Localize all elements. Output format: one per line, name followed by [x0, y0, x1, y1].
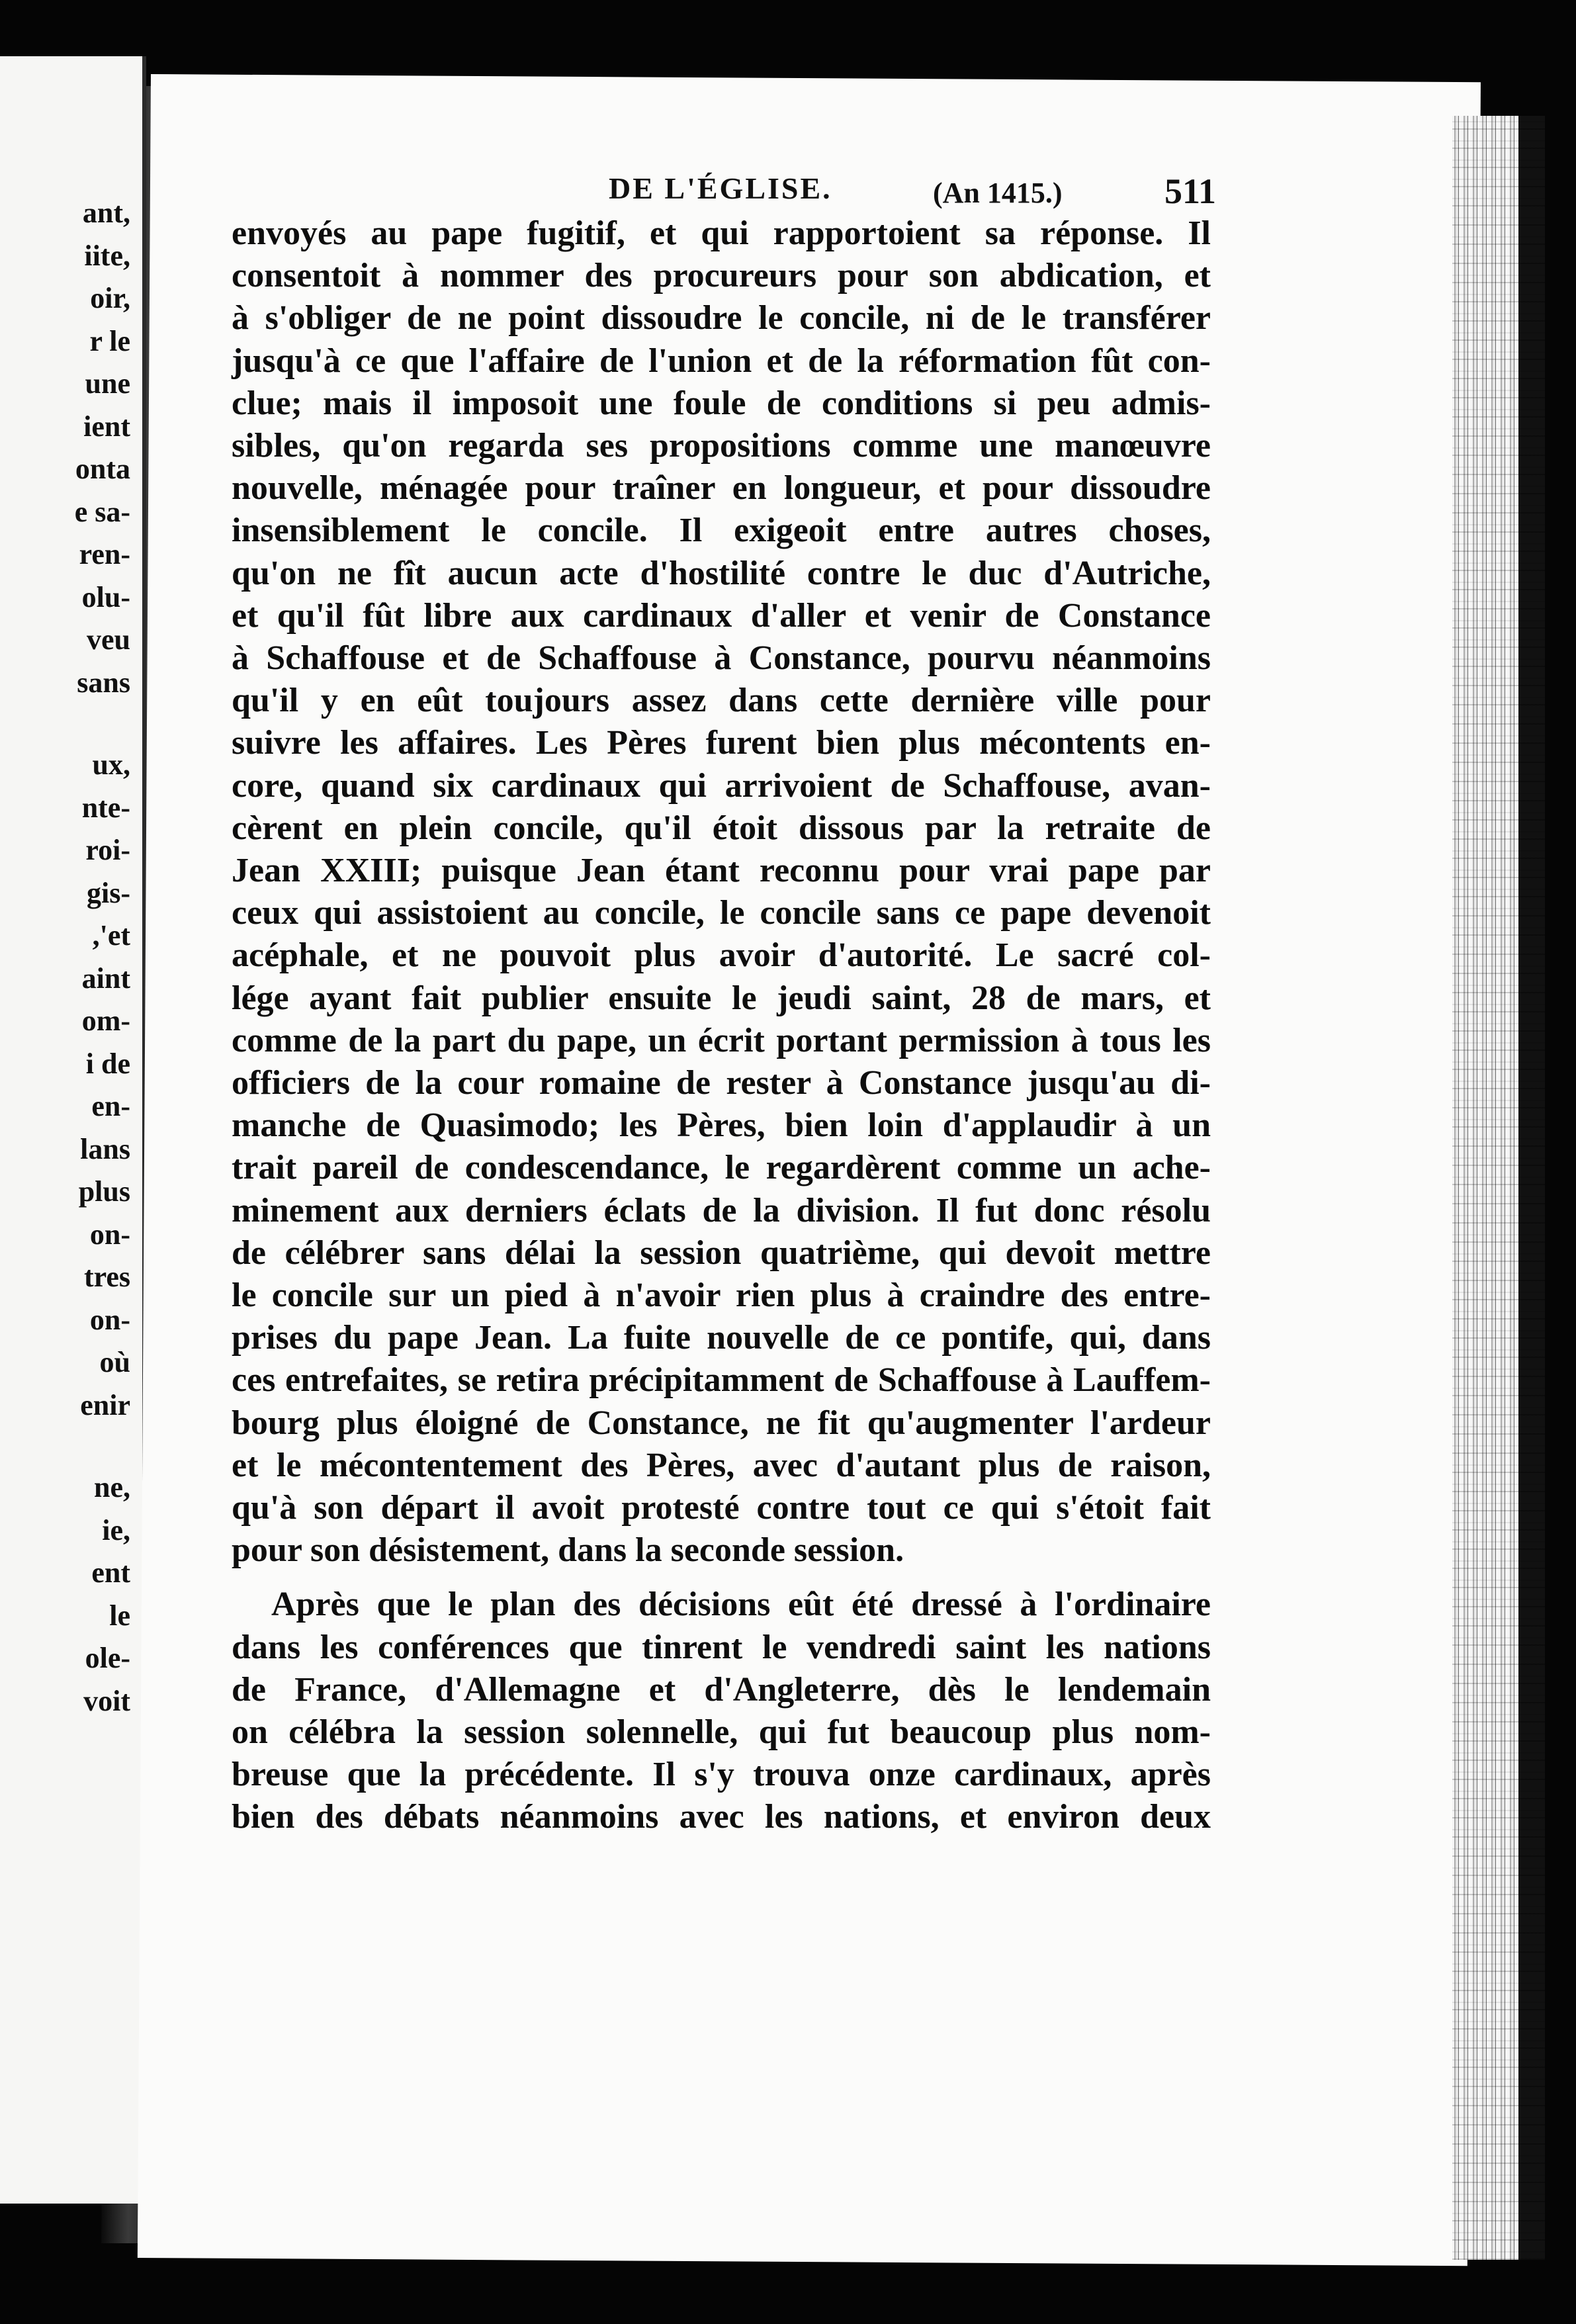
running-head-year: (An 1415.): [933, 177, 1063, 209]
left-page-fragment: ant,: [82, 197, 130, 229]
text-line: prises du pape Jean. La fuite nouvelle de ce pontife, qui, dans: [232, 1319, 1211, 1357]
text-line: de célébrer sans délai la session quatrième, qui devoit mettre: [232, 1233, 1211, 1272]
text-line: nouvelle, ménagée pour traîner en longueur, et pour dissoudre: [232, 469, 1211, 508]
text-line: manche de Quasimodo; les Pères, bien loin d'applaudir à un: [232, 1106, 1211, 1145]
left-page-fragment: enir: [80, 1388, 130, 1421]
left-page-fragment: sans: [77, 666, 130, 699]
text-line: cèrent en plein concile, qu'il étoit dissous par la retraite de: [232, 809, 1211, 847]
text-line: envoyés au pape fugitif, et qui rapportoient sa réponse. Il: [232, 214, 1211, 252]
text-line: ceux qui assistoient au concile, le concile sans ce pape devenoit: [232, 894, 1211, 932]
left-page-fragment: gis-: [87, 876, 130, 909]
left-page-fragment: lans: [80, 1132, 130, 1165]
left-page-fragment: onta: [75, 453, 130, 485]
text-line: à s'obliger de ne point dissoudre le concile, ni de le transférer: [232, 299, 1211, 337]
text-line: dans les conférences que tinrent le vendredi saint les nations: [232, 1628, 1211, 1666]
text-line: trait pareil de condescendance, le regardèrent comme un ache-: [232, 1149, 1211, 1187]
left-page-fragment: r le: [89, 324, 130, 357]
left-page-fragment: on-: [89, 1218, 130, 1251]
page-number: 511: [1164, 171, 1217, 211]
text-line: qu'il y en eût toujours assez dans cette dernière ville pour: [232, 682, 1211, 720]
text-line: core, quand six cardinaux qui arrivoient de Schaffouse, avan-: [232, 766, 1211, 805]
text-line: à Schaffouse et de Schaffouse à Constance, pourvu néanmoins: [232, 639, 1211, 677]
left-page-fragment: tres: [83, 1261, 130, 1293]
left-page-fragment: ren-: [79, 538, 130, 570]
text-line: comme de la part du pape, un écrit portant permission à tous les: [232, 1021, 1211, 1059]
left-page-fragment: olu-: [81, 580, 130, 613]
text-line: jusqu'à ce que l'affaire de l'union et de la réformation fût con-: [232, 341, 1211, 380]
page-edge-shadow: [1518, 116, 1545, 2260]
text-line: insensiblement le concile. Il exigeoit entre autres choses,: [232, 512, 1211, 550]
left-page-fragment: une: [85, 367, 130, 400]
left-page-fragment: ux,: [92, 748, 130, 781]
left-page-fragment: ole-: [85, 1642, 130, 1674]
left-page-fragment: ,'et: [92, 919, 130, 952]
left-page-fragment: ient: [83, 410, 130, 443]
text-line: officiers de la cour romaine de rester à Constance jusqu'au di-: [232, 1064, 1211, 1102]
left-page-fragment: ne,: [94, 1471, 130, 1503]
text-line: qu'à son départ il avoit protesté contre tout ce qui s'étoit fait: [232, 1489, 1211, 1527]
text-line: suivre les affaires. Les Pères furent bien plus mécontents en-: [232, 724, 1211, 762]
text-line: de France, d'Allemagne et d'Angleterre, dès le lendemain: [232, 1670, 1211, 1709]
left-page-fragment: roi-: [85, 834, 130, 866]
text-line: et le mécontentement des Pères, avec d'autant plus de raison,: [232, 1446, 1211, 1484]
text-line: clue; mais il imposoit une foule de conditions si peu admis-: [232, 384, 1211, 422]
left-page-fragment: ie,: [102, 1513, 130, 1546]
page-block-edge: [1452, 116, 1545, 2260]
text-line: bien des débats néanmoins avec les nations, et environ deux: [232, 1798, 1211, 1836]
left-page-fragment: e sa-: [74, 495, 130, 528]
text-line: le concile sur un pied à n'avoir rien plus à craindre des entre-: [232, 1276, 1211, 1314]
left-page-fragment: aint: [81, 961, 130, 995]
left-page-fragment: om-: [81, 1005, 130, 1037]
left-facing-page: [0, 56, 146, 2204]
text-line: on célébra la session solennelle, qui fut beaucoup plus nom-: [232, 1713, 1211, 1751]
left-page-fragment: veu: [87, 623, 130, 656]
text-line: lége ayant fait publier ensuite le jeudi saint, 28 de mars, et: [232, 979, 1211, 1017]
text-line: et qu'il fût libre aux cardinaux d'aller et venir de Constance: [232, 596, 1211, 635]
running-head: [609, 171, 1270, 217]
text-line: sibles, qu'on regarda ses propositions comme une manœuvre: [232, 427, 1211, 465]
text-line: acéphale, et ne pouvoit plus avoir d'autorité. Le sacré col-: [232, 936, 1211, 975]
text-line: qu'on ne fît aucun acte d'hostilité contre le duc d'Autriche,: [232, 554, 1211, 592]
text-line: minement aux derniers éclats de la division. Il fut donc résolu: [232, 1191, 1211, 1229]
left-page-fragment: où: [99, 1346, 130, 1378]
left-page-fragment: i de: [85, 1047, 130, 1080]
text-line: ces entrefaites, se retira précipitamment de Schaffouse à Lauffem-: [232, 1361, 1211, 1400]
left-page-fragment: le: [109, 1599, 130, 1632]
left-page-fragment: plus: [78, 1175, 130, 1208]
text-line: Après que le plan des décisions eût été dressé à l'ordinaire: [271, 1586, 1211, 1624]
text-line: bourg plus éloigné de Constance, ne fit qu'augmenter l'ardeur: [232, 1404, 1211, 1442]
running-head-title: DE L'ÉGLISE.: [609, 171, 832, 205]
left-page-fragment: iite,: [84, 239, 130, 272]
left-page-fragment: en-: [91, 1090, 130, 1122]
text-line: breuse que la précédente. Il s'y trouva onze cardinaux, après: [232, 1756, 1211, 1794]
left-page-fragment: voit: [83, 1684, 130, 1717]
left-page-fragment: oir,: [90, 282, 130, 314]
text-line: pour son désistement, dans la seconde session.: [232, 1531, 904, 1570]
left-page-fragment: nte-: [81, 791, 130, 824]
text-line: Jean XXIII; puisque Jean étant reconnu pour vrai pape par: [232, 852, 1211, 889]
text-line: consentoit à nommer des procureurs pour son abdication, et: [232, 257, 1211, 295]
left-page-fragment: ent: [91, 1556, 130, 1589]
left-page-fragment: on-: [89, 1303, 130, 1336]
